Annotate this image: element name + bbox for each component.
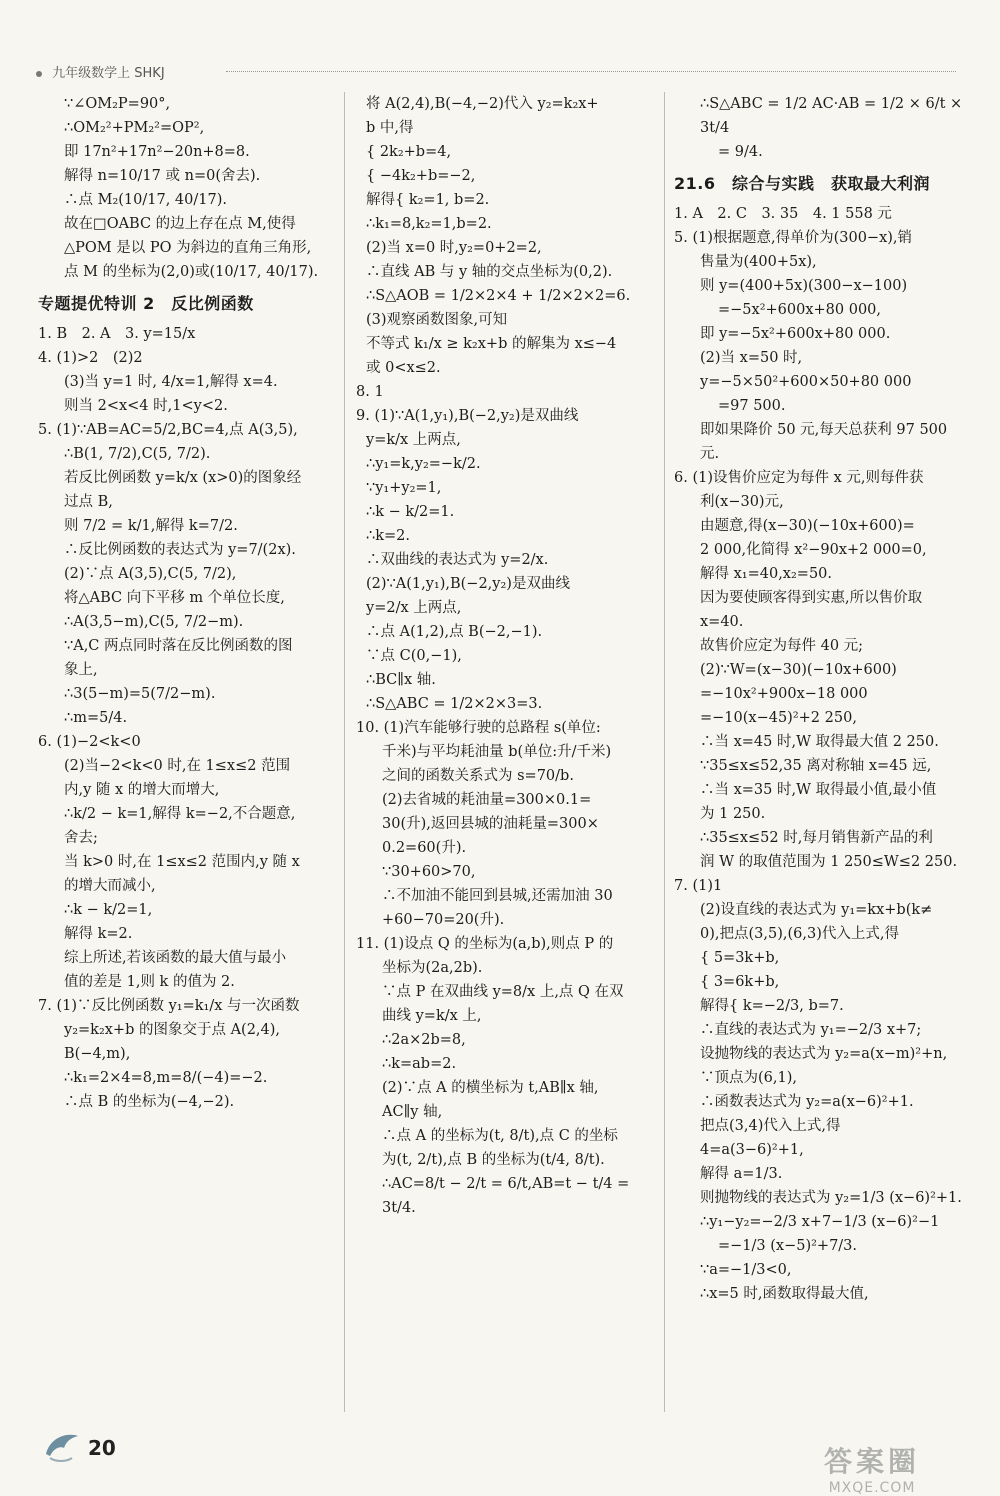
text-line: ∵A,C 两点同时落在反比例函数的图 [64,638,293,654]
text-line: ∴直线的表达式为 y₁=−2/3 x+7; [700,1022,922,1038]
text-line: 则 7/2 = k/1,解得 k=7/2. [64,518,238,534]
column-middle [356,92,656,1422]
text-line: △POM 是以 PO 为斜边的直角三角形, [64,240,312,256]
text-line: (3)观察函数图象,可知 [366,312,508,328]
text-line: ∵30+60>70, [382,864,476,880]
text-line: 1. B 2. A 3. y=15/x [38,326,196,342]
text-line: 则抛物线的表达式为 y₂=1/3 (x−6)²+1. [700,1190,962,1206]
text-line: 故售价应定为每件 40 元; [700,638,864,654]
text-line: =97 500. [718,398,786,414]
column-divider [344,92,345,1412]
column-right [674,92,967,1422]
text-line: ∵y₁+y₂=1, [366,480,442,496]
text-line: 千米)与平均耗油量 b(单位:升/千米) [382,744,612,760]
text-line: 将 A(2,4),B(−4,−2)代入 y₂=k₂x+ [366,96,599,112]
text-line: 6. (1)−2<k<0 [38,734,141,750]
text-line: 解得{ k=−2/3, b=7. [700,998,844,1014]
text-line: 9. (1)∵A(1,y₁),B(−2,y₂)是双曲线 [356,408,579,424]
text-line: ∴S△ABC = 1/2×2×3=3. [366,696,543,712]
section-heading: 21.6 综合与实践 获取最大利润 [674,174,930,193]
text-line: 30(升),返回县城的油耗量=300× [382,816,599,832]
text-line: { 5=3k+b, [700,950,780,966]
header-title: 九年级数学上 SHKJ [52,66,165,81]
text-line: 将△ABC 向下平移 m 个单位长度, [64,590,285,606]
watermark-url: MXQE.COM [828,1480,916,1496]
text-line: 由题意,得(x−30)(−10x+600)= [700,518,915,534]
text-line: 不等式 k₁/x ≥ k₂x+b 的解集为 x≤−4 [366,336,617,352]
text-line: ∴当 x=45 时,W 取得最大值 2 250. [700,734,939,750]
text-line: 点 M 的坐标为(2,0)或(10/17, 40/17). [64,264,319,280]
text-line: 11. (1)设点 Q 的坐标为(a,b),则点 P 的 [356,936,614,952]
text-line: 即如果降价 50 元,每天总获利 97 500 元. [700,422,952,462]
text-line: 解得 k=2. [64,926,133,942]
text-line: ∴35≤x≤52 时,每月销售新产品的利 [700,830,933,846]
text-line: =−10(x−45)²+2 250, [700,710,857,726]
text-line: ∴y₁=k,y₂=−k/2. [366,456,481,472]
text-line: (2)设直线的表达式为 y₁=kx+b(k≠ [700,902,933,918]
text-line: 故在□OABC 的边上存在点 M,使得 [64,216,296,232]
text-line: ∴反比例函数的表达式为 y=7/(2x). [64,542,296,558]
text-line: (2)当 x=50 时, [700,350,803,366]
text-line: 解得 x₁=40,x₂=50. [700,566,833,582]
text-line: 5. (1)∵AB=AC=5/2,BC=4,点 A(3,5), [38,422,298,438]
text-line: =−5x²+600x+80 000, [718,302,882,318]
text-line: 7. (1)∵反比例函数 y₁=k₁/x 与一次函数 [38,998,300,1014]
text-line: AC∥y 轴, [382,1104,443,1120]
text-line: ∴x=5 时,函数取得最大值, [700,1286,869,1302]
text-line: (2)∵W=(x−30)(−10x+600) [700,662,897,678]
text-line: (2)∵点 A(3,5),C(5, 7/2), [64,566,237,582]
text-line: y=2/x 上两点, [366,600,462,616]
text-line: ∴点 M₂(10/17, 40/17). [64,192,227,208]
text-line: (2)∵点 A 的横坐标为 t,AB∥x 轴, [382,1080,599,1096]
text-line: = 9/4. [718,144,763,160]
section-heading: 专题提优特训 2 反比例函数 [38,294,254,313]
text-line: 坐标为(2a,2b). [382,960,483,976]
text-line: 象上, [64,662,98,678]
text-line: ∴B(1, 7/2),C(5, 7/2). [64,446,211,462]
text-line: ∴k − k/2=1, [64,902,153,918]
text-line: 4=a(3−6)²+1, [700,1142,804,1158]
text-line: { −4k₂+b=−2, [366,168,476,184]
text-line: (2)∵A(1,y₁),B(−2,y₂)是双曲线 [366,576,570,592]
text-line: 综上所述,若该函数的最大值与最小 [64,950,287,966]
text-line: 10. (1)汽车能够行驶的总路程 s(单位: [356,720,601,736]
text-line: ∴函数表达式为 y₂=a(x−6)²+1. [700,1094,914,1110]
header-rule [226,71,956,72]
text-line: ∵35≤x≤52,35 离对称轴 x=45 远, [700,758,932,774]
text-line: (2)去省城的耗油量=300×0.1= [382,792,592,808]
watermark-brand: 答案圈 [823,1445,920,1478]
text-line: x=40. [700,614,744,630]
text-line: 利(x−30)元, [700,494,784,510]
text-line: 为 1 250. [700,806,766,822]
text-line: 即 17n²+17n²−20n+8=8. [64,144,250,160]
text-line: ∴A(3,5−m),C(5, 7/2−m). [64,614,244,630]
text-line: 过点 B, [64,494,113,510]
text-line: ∵∠OM₂P=90°, [64,96,171,112]
text-line: ∴不加油不能回到县城,还需加油 30 [382,888,613,904]
text-line: 0.2=60(升). [382,840,467,856]
text-line: 2 000,化简得 x²−90x+2 000=0, [700,542,927,558]
text-line: ∴k₁=2×4=8,m=8/(−4)=−2. [64,1070,268,1086]
text-line: 曲线 y=k/x 上, [382,1008,482,1024]
text-line: 售量为(400+5x), [700,254,817,270]
column-left [38,92,338,1422]
text-line: ∴当 x=35 时,W 取得最小值,最小值 [700,782,937,798]
text-line: 6. (1)设售价应定为每件 x 元,则每件获 [674,470,924,486]
text-line: =−1/3 (x−5)²+7/3. [718,1238,858,1254]
text-line: ∴S△AOB = 1/2×2×4 + 1/2×2×2=6. [366,288,631,304]
text-line: ∵点 P 在双曲线 y=8/x 上,点 Q 在双 [382,984,624,1000]
text-line: ∴点 B 的坐标为(−4,−2). [64,1094,235,1110]
text-line: 7. (1)1 [674,878,723,894]
text-line: ∵顶点为(6,1), [700,1070,797,1086]
text-line: ∴AC=8/t − 2/t = 6/t,AB=t − t/4 = 3t/4. [382,1176,634,1216]
text-line: ∴点 A(1,2),点 B(−2,−1). [366,624,543,640]
text-line: 解得{ k₂=1, b=2. [366,192,490,208]
text-line: +60−70=20(升). [382,912,505,928]
text-line: 即 y=−5x²+600x+80 000. [700,326,891,342]
text-line: y=−5×50²+600×50+80 000 [700,374,912,390]
running-header [36,62,956,84]
text-line: { 2k₂+b=4, [366,144,452,160]
text-line: 之间的函数关系式为 s=70/b. [382,768,574,784]
text-line: (2)当−2<k<0 时,在 1≤x≤2 范围 [64,758,291,774]
text-line: ∴BC∥x 轴. [366,672,436,688]
text-line: ∴y₁−y₂=−2/3 x+7−1/3 (x−6)²−1 [700,1214,940,1230]
text-line: ∴OM₂²+PM₂²=OP², [64,120,205,136]
text-line: 若反比例函数 y=k/x (x>0)的图象经 [64,470,302,486]
text-line: 内,y 随 x 的增大而增大, [64,782,220,798]
text-line: ∴k − k/2=1. [366,504,455,520]
text-line: ∴k=2. [366,528,410,544]
text-line: 当 k>0 时,在 1≤x≤2 范围内,y 随 x [64,854,300,870]
page-number: 20 [88,1436,116,1460]
text-line: ∴点 A 的坐标为(t, 8/t),点 C 的坐标 [382,1128,618,1144]
text-line: ∴直线 AB 与 y 轴的交点坐标为(0,2). [366,264,613,280]
text-line: B(−4,m), [64,1046,131,1062]
text-line: 为(t, 2/t),点 B 的坐标为(t/4, 8/t). [382,1152,605,1168]
text-line: y=k/x 上两点, [366,432,461,448]
bullet-dot-icon [36,71,42,77]
text-line: ∴S△ABC = 1/2 AC·AB = 1/2 × 6/t × 3t/4 [700,96,967,136]
column-divider [664,92,665,1412]
text-line: 解得 n=10/17 或 n=0(舍去). [64,168,261,184]
text-line: 的增大而减小, [64,878,156,894]
text-line: ∴k/2 − k=1,解得 k=−2,不合题意, [64,806,296,822]
text-line: 1. A 2. C 3. 35 4. 1 558 元 [674,206,892,222]
text-line: ∴3(5−m)=5(7/2−m). [64,686,216,702]
text-line: ∴k=ab=2. [382,1056,457,1072]
text-line: 因为要使顾客得到实惠,所以售价取 [700,590,923,606]
text-line: 润 W 的取值范围为 1 250≤W≤2 250. [700,854,958,870]
dolphin-logo-icon [40,1424,84,1468]
text-line: 舍去; [64,830,98,846]
text-line: ∴2a×2b=8, [382,1032,466,1048]
text-line: 5. (1)根据题意,得单价为(300−x),销 [674,230,913,246]
text-line: { 3=6k+b, [700,974,780,990]
text-line: 8. 1 [356,384,384,400]
text-line: 解得 a=1/3. [700,1166,783,1182]
text-line: 则当 2<x<4 时,1<y<2. [64,398,228,414]
text-line: ∵a=−1/3<0, [700,1262,792,1278]
text-line: 把点(3,4)代入上式,得 [700,1118,841,1134]
text-line: 0),把点(3,5),(6,3)代入上式,得 [700,926,899,942]
text-line: (2)当 x=0 时,y₂=0+2=2, [366,240,542,256]
text-line: ∵点 C(0,−1), [366,648,462,664]
text-line: ∴双曲线的表达式为 y=2/x. [366,552,549,568]
text-line: 4. (1)>2 (2)2 [38,350,143,366]
text-line: (3)当 y=1 时, 4/x=1,解得 x=4. [64,374,278,390]
text-line: 值的差是 1,则 k 的值为 2. [64,974,235,990]
text-line: =−10x²+900x−18 000 [700,686,868,702]
text-line: y₂=k₂x+b 的图象交于点 A(2,4), [64,1022,281,1038]
text-line: 设抛物线的表达式为 y₂=a(x−m)²+n, [700,1046,948,1062]
watermark [772,1440,972,1496]
text-line: ∴k₁=8,k₂=1,b=2. [366,216,492,232]
text-line: 或 0<x≤2. [366,360,441,376]
text-line: b 中,得 [366,120,414,136]
text-line: ∴m=5/4. [64,710,128,726]
text-line: 则 y=(400+5x)(300−x−100) [700,278,908,294]
